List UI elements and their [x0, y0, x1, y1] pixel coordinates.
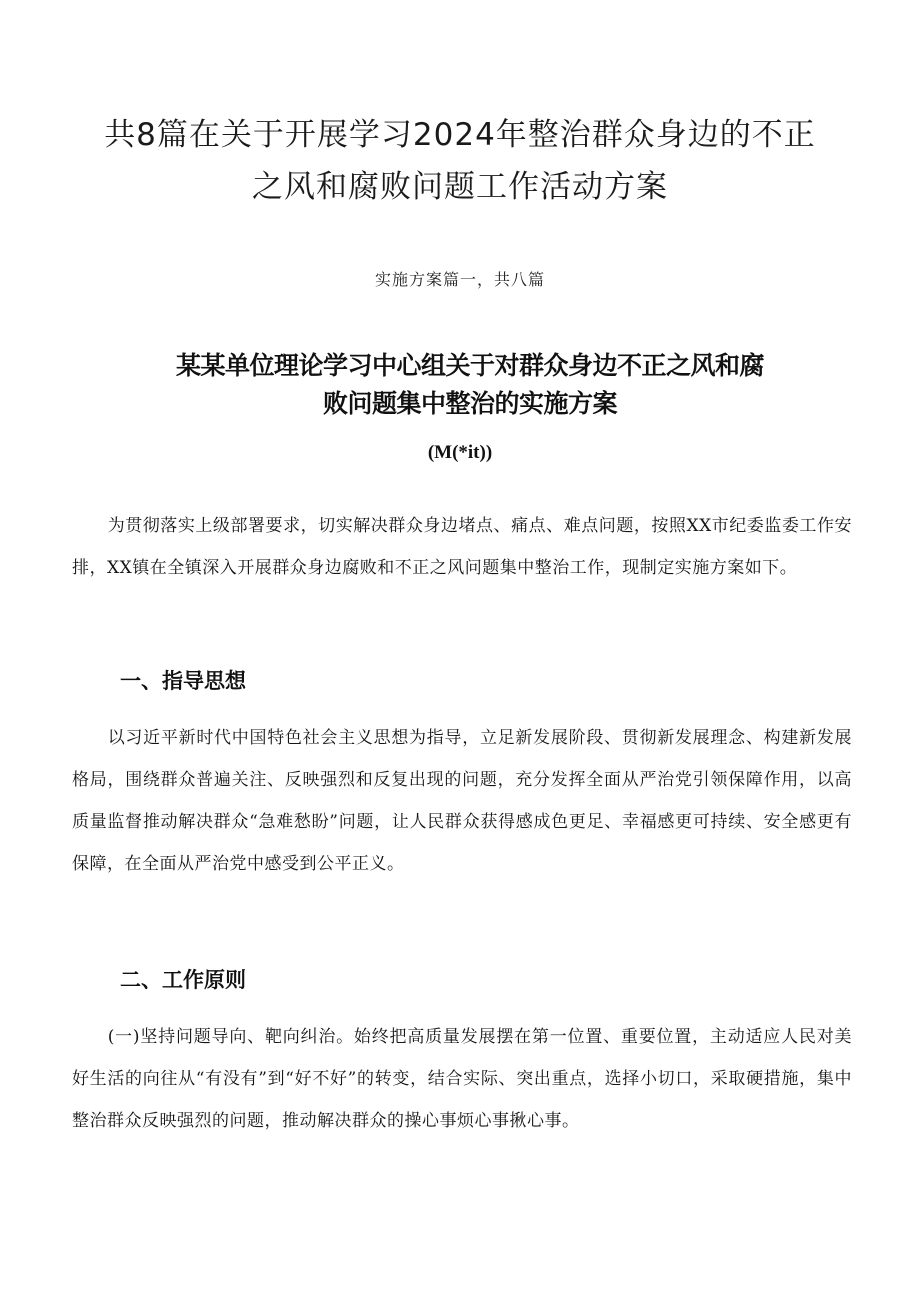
chapter-label: 实施方案篇一，共八篇 — [374, 270, 545, 289]
section-heading-work-principles: 二、工作原则 — [120, 968, 246, 992]
main-title-line-1: 共8篇在关于开展学习2024年整治群众身边的不正 — [104, 116, 816, 153]
document-title — [80, 347, 860, 423]
section-heading-guiding-ideology: 一、指导思想 — [120, 669, 246, 693]
main-title — [60, 109, 860, 213]
work-principles-paragraph: (一)坚持问题导向、靶向纠治。始终把高质量发展摆在第一位置、重要位置，主动适应人民对美好生活的向往从“有没有”到“好不好”的转变，结合实际、突出重点，选择小切口，采取硬措施，集中整治群众反映强烈的问题，推动解决群众的操心事烦心事揪心事。 — [72, 1027, 852, 1131]
document-subtitle: (M(*it)) — [427, 442, 493, 463]
guiding-ideology-paragraph: 以习近平新时代中国特色社会主义思想为指导，立足新发展阶段、贯彻新发展理念、构建新发展格局，围绕群众普遍关注、反映强烈和反复出现的问题，充分发挥全面从严治党引领保障作用，以高质量监督推动解决群众“急难愁盼”问题，让人民群众获得感成色更足、幸福感更可持续、安全感更有保障，在全面从严治党中感受到公平正义。 — [72, 728, 852, 874]
main-title-line-2: 之风和腐败问题工作活动方案 — [252, 168, 668, 205]
document-title-line-1: 某某单位理论学习中心组关于对群众身边不正之风和腐 — [175, 350, 764, 380]
intro-paragraph: 为贯彻落实上级部署要求，切实解决群众身边堵点、痛点、难点问题，按照XX市纪委监委工作安排，XX镇在全镇深入开展群众身边腐败和不正之风问题集中整治工作，现制定实施方案如下。 — [72, 516, 852, 578]
document-title-line-2: 败问题集中整治的实施方案 — [322, 388, 617, 418]
